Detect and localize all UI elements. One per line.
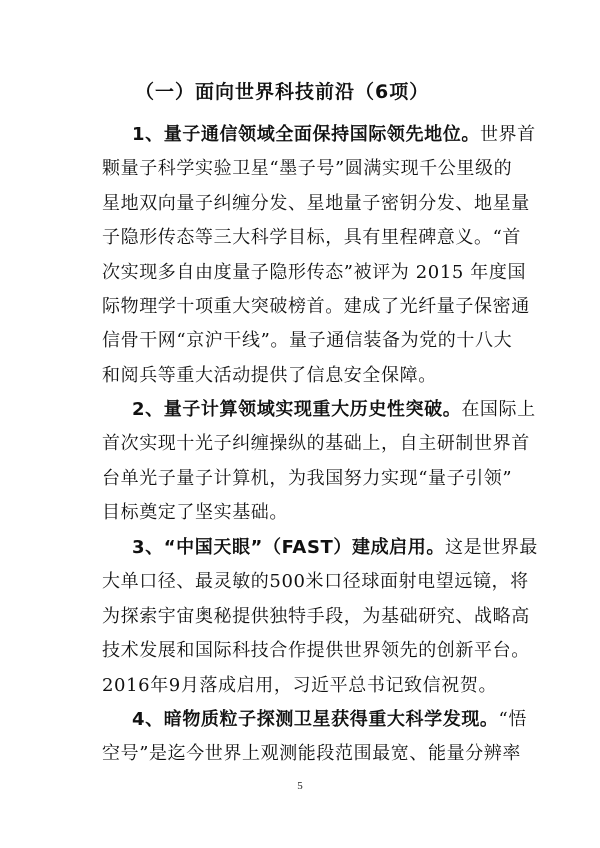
- paragraph-line: 目标奠定了坚实基础。: [102, 502, 288, 524]
- paragraph-dark-matter-satellite: [102, 703, 527, 772]
- paragraph-line: [102, 531, 538, 565]
- paragraph-line: 颗量子科学实验卫星“墨子号”圆满实现千公里级的: [102, 158, 513, 180]
- section-heading: （一）面向世界科技前沿（6项）: [135, 81, 430, 103]
- paragraph-line: 子隐形传态等三大科学目标，具有里程碑意义。“首: [102, 227, 521, 249]
- line-text: 世界首: [479, 124, 536, 145]
- page-number: 5: [297, 780, 303, 792]
- paragraph-line: [102, 703, 527, 737]
- paragraph-line: 际物理学十项重大突破榜首。建成了光纤量子保密通: [102, 296, 530, 318]
- paragraph-line: 信骨干网“京沪干线”。量子通信装备为党的十八大: [102, 330, 513, 352]
- paragraph-line: 2016年9月落成启用，习近平总书记致信祝贺。: [102, 674, 498, 696]
- paragraph-quantum-computing: [102, 393, 536, 531]
- line-text: “悟: [498, 709, 527, 730]
- paragraph-line: 为探索宇宙奥秘提供独特手段，为基础研究、战略高: [102, 605, 530, 627]
- paragraph-line: 台单光子量子计算机，为我国努力实现“量子引领”: [102, 467, 513, 489]
- paragraph-lead: 2、量子计算领域实现重大历史性突破。: [132, 399, 462, 420]
- paragraph-lead: 3、“中国天眼”（FAST）建成启用。: [132, 537, 445, 558]
- paragraph-fast-telescope: [102, 531, 538, 703]
- paragraph-lead: 4、暗物质粒子探测卫星获得重大科学发现。: [132, 709, 499, 730]
- paragraph-line: 次实现多自由度量子隐形传态”被评为 2015 年度国: [102, 261, 527, 283]
- paragraph-line: 大单口径、最灵敏的500米口径球面射电望远镜，将: [102, 571, 529, 593]
- paragraph-line: 首次实现十光子纠缠操纵的基础上，自主研制世界首: [102, 433, 530, 455]
- paragraph-line: 和阅兵等重大活动提供了信息安全保障。: [102, 364, 437, 386]
- paragraph-lead: 1、量子通信领域全面保持国际领先地位。: [132, 124, 480, 145]
- paragraph-line: 技术发展和国际科技合作提供世界领先的创新平台。: [102, 640, 530, 662]
- paragraph-line: [102, 393, 536, 427]
- line-text: 在国际上: [461, 399, 536, 420]
- paragraph-line: 星地双向量子纠缠分发、星地量子密钥分发、地星量: [102, 192, 530, 214]
- paragraph-line: [102, 118, 536, 152]
- paragraph-quantum-communication: [102, 118, 536, 393]
- paragraph-line: 空号”是迄今世界上观测能段范围最宽、能量分辨率: [102, 743, 521, 765]
- line-text: 这是世界最: [445, 537, 538, 558]
